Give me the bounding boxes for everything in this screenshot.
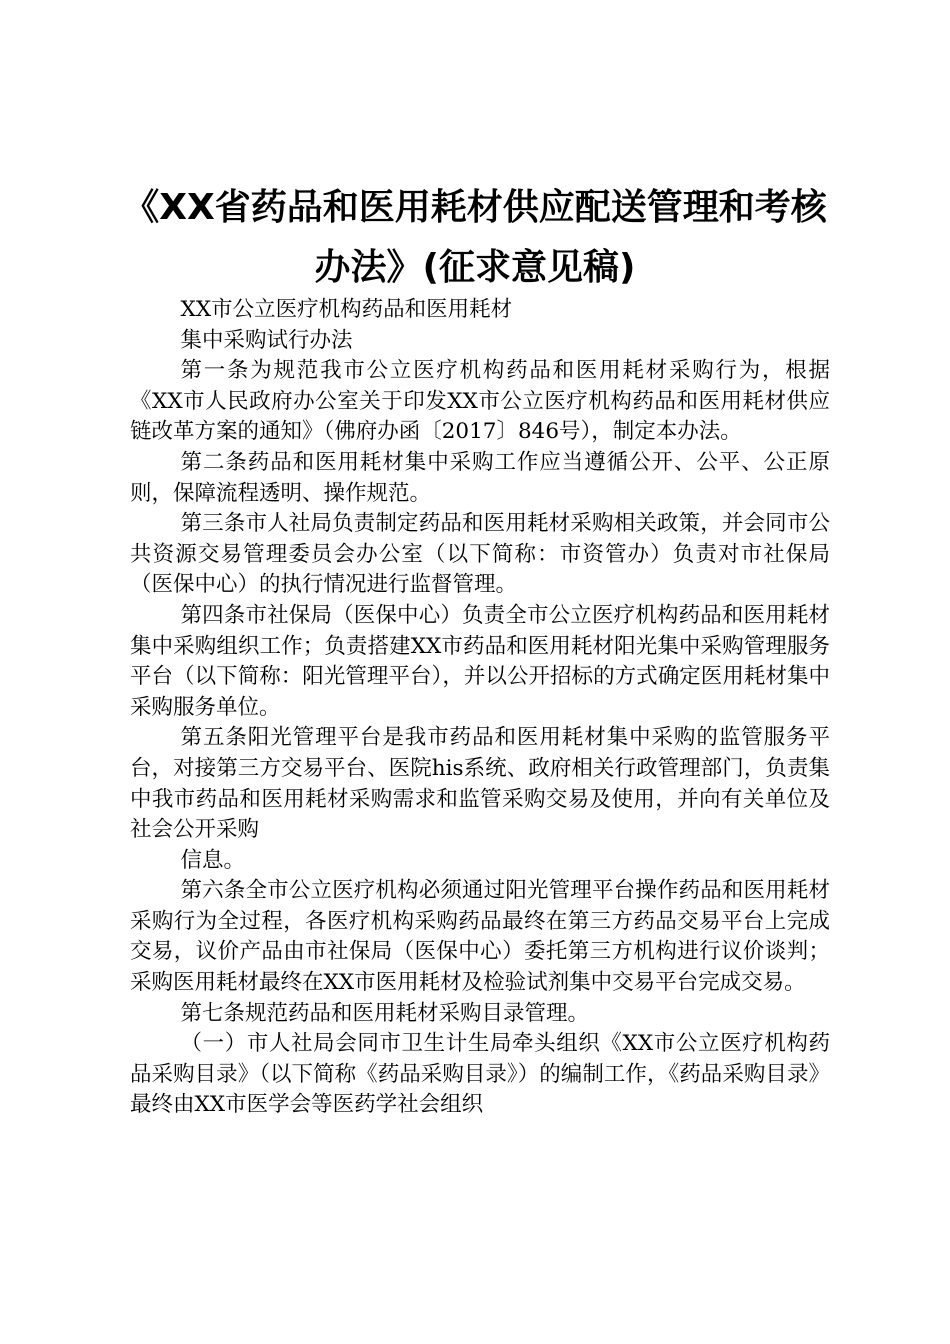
article-6: 第六条全市公立医疗机构必须通过阳光管理平台操作药品和医用耗材采购行为全过程，各医疗机构采购药品最终在第三方药品交易平台上完成交易，议价产品由市社保局（医保中心）委托第三方机构进行议价谈判；采购医用耗材最终在XX市医用耗材及检验试剂集中交易平台完成交易。 bbox=[130, 878, 830, 996]
article-2: 第二条药品和医用耗材集中采购工作应当遵循公开、公平、公正原则，保障流程透明、操作规范。 bbox=[130, 449, 830, 506]
article-7: 第七条规范药品和医用耗材采购目录管理。 bbox=[180, 1000, 590, 1026]
article-5-continuation: 信息。 bbox=[180, 847, 246, 873]
article-3: 第三条市人社局负责制定药品和医用耗材采购相关政策，并会同市公共资源交易管理委员会办公室（以下简称：市资管办）负责对市社保局（医保中心）的执行情况进行监督管理。 bbox=[130, 511, 830, 598]
subtitle-line-1: XX市公立医疗机构药品和医用耗材 bbox=[180, 297, 513, 322]
article-7-item-1: （一）市人社局会同市卫生计生局牵头组织《XX市公立医疗机构药品采购目录》（以下简称《药品采购目录》）的编制工作，《药品采购目录》最终由XX市医学会等医药学社会组织 bbox=[130, 1031, 830, 1118]
document-body bbox=[130, 295, 830, 1121]
article-1: 第一条为规范我市公立医疗机构药品和医用耗材采购行为，根据《XX市人民政府办公室关于印发XX市公立医疗机构药品和医用耗材供应链改革方案的通知》（佛府办函〔2017〕846号），制定本办法。 bbox=[130, 358, 830, 445]
subtitle-line-2: 集中采购试行办法 bbox=[180, 327, 353, 353]
article-5: 第五条阳光管理平台是我市药品和医用耗材集中采购的监管服务平台，对接第三方交易平台、医院his系统、政府相关行政管理部门，负责集中我市药品和医用耗材采购需求和监管采购交易及使用，并向有关单位及社会公开采购 bbox=[130, 725, 830, 843]
document-title-line-2: 办法》(征求意见稿) bbox=[314, 247, 636, 288]
document-title-line-1: 《XX省药品和医用耗材供应配送管理和考核 bbox=[123, 187, 827, 228]
article-4: 第四条市社保局（医保中心）负责全市公立医疗机构药品和医用耗材集中采购组织工作；负责搭建XX市药品和医用耗材阳光集中采购管理服务平台（以下简称：阳光管理平台），并以公开招标的方式确定医用耗材集中采购服务单位。 bbox=[130, 602, 830, 720]
